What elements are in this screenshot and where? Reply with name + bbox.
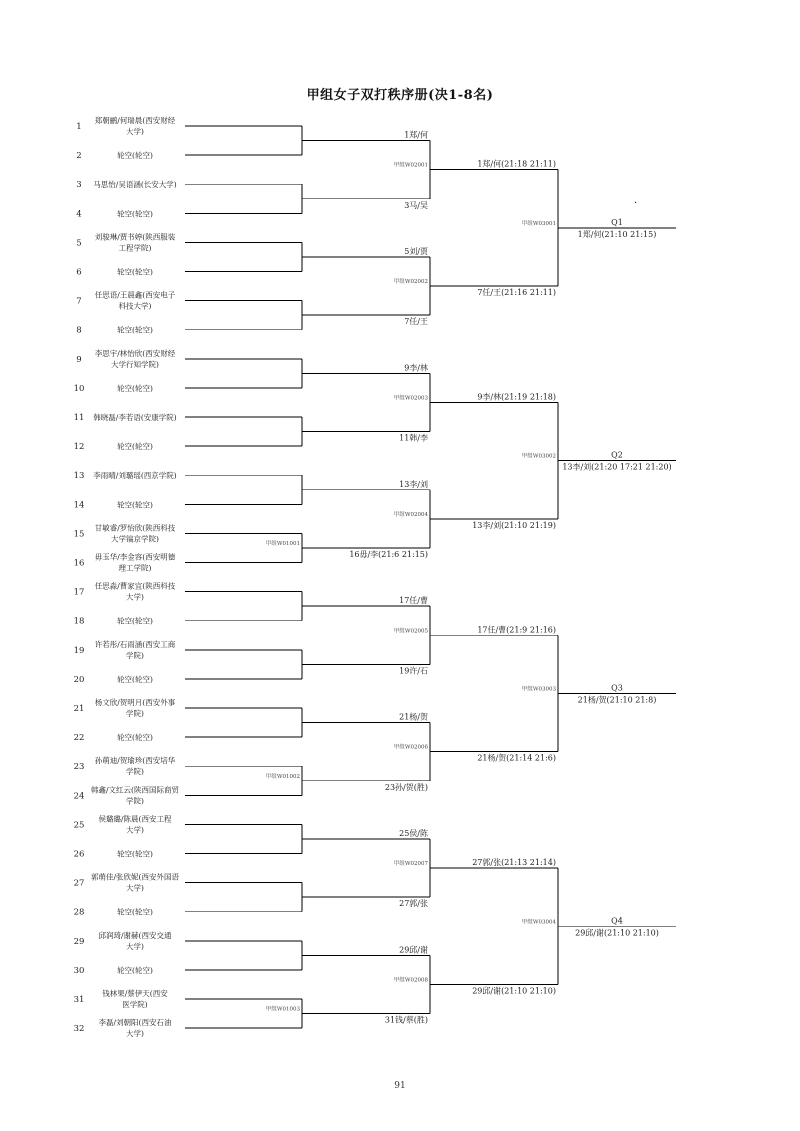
r1-winner-label: 25侯/陈 — [399, 828, 428, 838]
player-affiliation: 大学镐京学院) — [111, 534, 159, 544]
qualifier-label: Q1 — [611, 217, 623, 227]
seed-number: 16 — [73, 558, 85, 569]
seed-number: 5 — [76, 238, 82, 249]
match-code: 甲组W01002 — [265, 773, 300, 780]
player-name: 轮空(轮空) — [117, 209, 153, 219]
player-name: 马思怡/吴语涵(长安大学) — [93, 180, 177, 190]
seed-number: 14 — [73, 500, 85, 511]
seed-number: 18 — [73, 616, 85, 627]
match-code: 甲组W03004 — [521, 919, 556, 926]
player-name: 轮空(轮空) — [117, 267, 153, 277]
player-name: 郑朝鹂/何瑞晨(西安财经 — [94, 116, 176, 125]
seed-number: 20 — [73, 674, 85, 685]
player-name: 轮空(轮空) — [117, 849, 153, 859]
qualifier-result: 29邱/谢(21:10 21:10) — [575, 928, 659, 938]
player-name: 杨文欣/贺明月(西安外事 — [94, 698, 176, 707]
match-code: 甲组W02002 — [393, 279, 428, 286]
player-name: 郭萌佳/张欣妮(西安外国语 — [91, 872, 179, 882]
match-code: 甲组W01003 — [265, 1006, 300, 1013]
r2-winner-label: 7任/王(21:16 21:11) — [477, 288, 556, 298]
seed-number: 23 — [73, 762, 85, 773]
seed-number: 13 — [73, 471, 85, 482]
r1-winner-label: 16毋/李(21:6 21:15) — [349, 549, 428, 559]
qualifier-label: Q3 — [611, 683, 623, 693]
seed-number: 31 — [73, 995, 85, 1005]
player-name: 轮空(轮空) — [117, 965, 153, 975]
player-name: 轮空(轮空) — [117, 500, 153, 510]
seed-number: 4 — [76, 209, 82, 220]
qualifier-label: Q4 — [611, 916, 623, 926]
player-name: 李雨晴/刘璐瑶(西京学院) — [93, 471, 177, 481]
match-code: 甲组W02006 — [393, 744, 428, 751]
seed-number: 7 — [76, 296, 82, 307]
player-name: 李思宇/林怡欣(西安财经 — [94, 348, 176, 358]
player-name: 韩鑫/文红云(陕西国际商贸 — [91, 785, 179, 795]
seed-number: 29 — [73, 936, 85, 947]
qualifier-result: 1郑/何(21:10 21:15) — [577, 229, 657, 239]
r2-winner-label: 27郭/张(21:13 21:14) — [472, 858, 556, 868]
match-code: 甲组W02001 — [393, 162, 428, 169]
player-affiliation: 大学) — [126, 941, 144, 951]
player-affiliation: 大学) — [126, 883, 144, 893]
player-affiliation: 学院) — [126, 767, 144, 777]
player-affiliation: 大学) — [126, 127, 144, 136]
r1-winner-label: 9李/林 — [404, 363, 428, 373]
r1-winner-label: 27郭/张 — [399, 899, 428, 909]
seed-number: 10 — [73, 383, 85, 394]
seed-number: 12 — [73, 442, 85, 453]
qualifier-label: Q2 — [611, 450, 623, 460]
page-number: 91 — [394, 1081, 406, 1091]
r1-winner-label: 7任/王 — [404, 317, 428, 327]
player-name: 钱林果/蔡伊天(西安 — [102, 989, 168, 998]
match-code: 甲组W02004 — [393, 511, 428, 518]
r1-winner-label: 21杨/贺 — [399, 712, 428, 722]
r1-winner-label: 31钱/蔡(胜) — [384, 1015, 428, 1025]
seed-number: 25 — [73, 820, 85, 831]
player-affiliation: 学院) — [126, 709, 144, 718]
r1-winner-label: 19许/石 — [399, 666, 428, 676]
r1-winner-label: 17任/曹 — [399, 596, 428, 606]
seed-number: 19 — [73, 645, 85, 656]
r2-winner-label: 29邱/谢(21:10 21:10) — [472, 986, 556, 996]
player-name: 李磊/刘朝阳(西安石油 — [98, 1018, 172, 1028]
player-name: 轮空(轮空) — [117, 325, 153, 335]
seed-number: 8 — [76, 325, 82, 336]
match-code: 甲组W02008 — [393, 977, 428, 984]
match-code: 甲组W03002 — [521, 453, 556, 460]
seed-number: 1 — [76, 122, 82, 132]
player-affiliation: 理工学院) — [118, 563, 152, 573]
stray-dot: · — [634, 198, 638, 209]
player-affiliation: 学院) — [126, 796, 144, 806]
player-name: 刘骏琳/贾书婷(陕西服装 — [94, 232, 176, 242]
player-name: 许若彤/石雨涵(西安工商 — [94, 639, 176, 649]
qualifier-result: 13李/刘(21:20 17:21 21:20) — [562, 462, 672, 472]
r1-winner-label: 5刘/贾 — [404, 246, 428, 256]
player-affiliation: 大学行知学院) — [111, 359, 159, 369]
player-affiliation: 科技大学) — [118, 301, 152, 311]
seed-number: 27 — [73, 878, 85, 889]
player-name: 孙萌迪/贺瑜珍(西安培华 — [94, 756, 176, 766]
match-code: 甲组W02003 — [393, 395, 428, 402]
match-code: 甲组W02005 — [393, 628, 428, 635]
seed-number: 3 — [76, 180, 82, 191]
match-code: 甲组W01001 — [265, 540, 300, 547]
seed-number: 30 — [73, 965, 85, 976]
r1-winner-label: 3马/吴 — [404, 200, 428, 210]
player-name: 轮空(轮空) — [117, 733, 153, 743]
seed-number: 24 — [73, 791, 85, 802]
player-name: 邱润琦/谢赫(西安交通 — [98, 930, 172, 940]
player-name: 甘敏睿/罗怡欣(陕西科技 — [94, 523, 176, 533]
player-affiliation: 大学) — [126, 825, 144, 835]
match-code: 甲组W03003 — [521, 686, 556, 693]
player-affiliation: 学院) — [126, 650, 144, 660]
seed-number: 11 — [73, 413, 85, 423]
r1-winner-label: 23孙/贺(胜) — [384, 782, 428, 792]
seed-number: 6 — [76, 267, 82, 278]
seed-number: 32 — [73, 1024, 85, 1035]
player-name: 韩晓磊/李若语(安康学院) — [93, 413, 177, 422]
seed-number: 21 — [73, 704, 85, 714]
r1-winner-label: 29邱/谢 — [399, 945, 428, 955]
seed-number: 2 — [76, 151, 82, 162]
player-name: 轮空(轮空) — [117, 907, 153, 917]
player-name: 任思语/王晨鑫(西安电子 — [94, 290, 176, 300]
r2-winner-label: 21杨/贺(21:14 21:6) — [477, 753, 556, 763]
seed-number: 28 — [73, 907, 85, 918]
player-name: 任思淼/曹家宜(陕西科技 — [94, 581, 176, 591]
r1-winner-label: 13李/刘 — [399, 479, 428, 489]
player-name: 毋玉华/李金容(西安明德 — [94, 552, 176, 562]
qualifier-result: 21杨/贺(21:10 21:8) — [577, 695, 657, 705]
r2-winner-label: 13李/刘(21:10 21:19) — [472, 520, 556, 530]
r1-winner-label: 11韩/李 — [399, 433, 428, 443]
player-name: 侯璐璐/陈晨(西安工程 — [98, 814, 172, 824]
player-name: 轮空(轮空) — [117, 442, 153, 452]
player-name: 轮空(轮空) — [117, 383, 153, 393]
player-affiliation: 大学) — [126, 1029, 144, 1039]
player-affiliation: 医学院) — [122, 1000, 148, 1009]
player-name: 轮空(轮空) — [117, 151, 153, 161]
seed-number: 22 — [73, 733, 85, 744]
player-name: 轮空(轮空) — [117, 674, 153, 684]
player-affiliation: 大学) — [126, 592, 144, 602]
player-name: 轮空(轮空) — [117, 616, 153, 626]
match-code: 甲组W03001 — [521, 220, 556, 227]
r2-winner-label: 17任/曹(21:9 21:16) — [477, 625, 556, 635]
seed-number: 17 — [73, 587, 85, 598]
r2-winner-label: 9李/林(21:19 21:18) — [477, 392, 556, 402]
player-affiliation: 工程学院) — [118, 243, 152, 253]
r1-winner-label: 1郑/何 — [404, 130, 428, 140]
match-code: 甲组W02007 — [393, 861, 428, 868]
seed-number: 9 — [76, 354, 82, 365]
seed-number: 15 — [73, 529, 85, 540]
page-title: 甲组女子双打秩序册(决1-8名) — [306, 88, 494, 103]
r2-winner-label: 1郑/何(21:18 21:11) — [477, 159, 556, 169]
seed-number: 26 — [73, 849, 85, 860]
